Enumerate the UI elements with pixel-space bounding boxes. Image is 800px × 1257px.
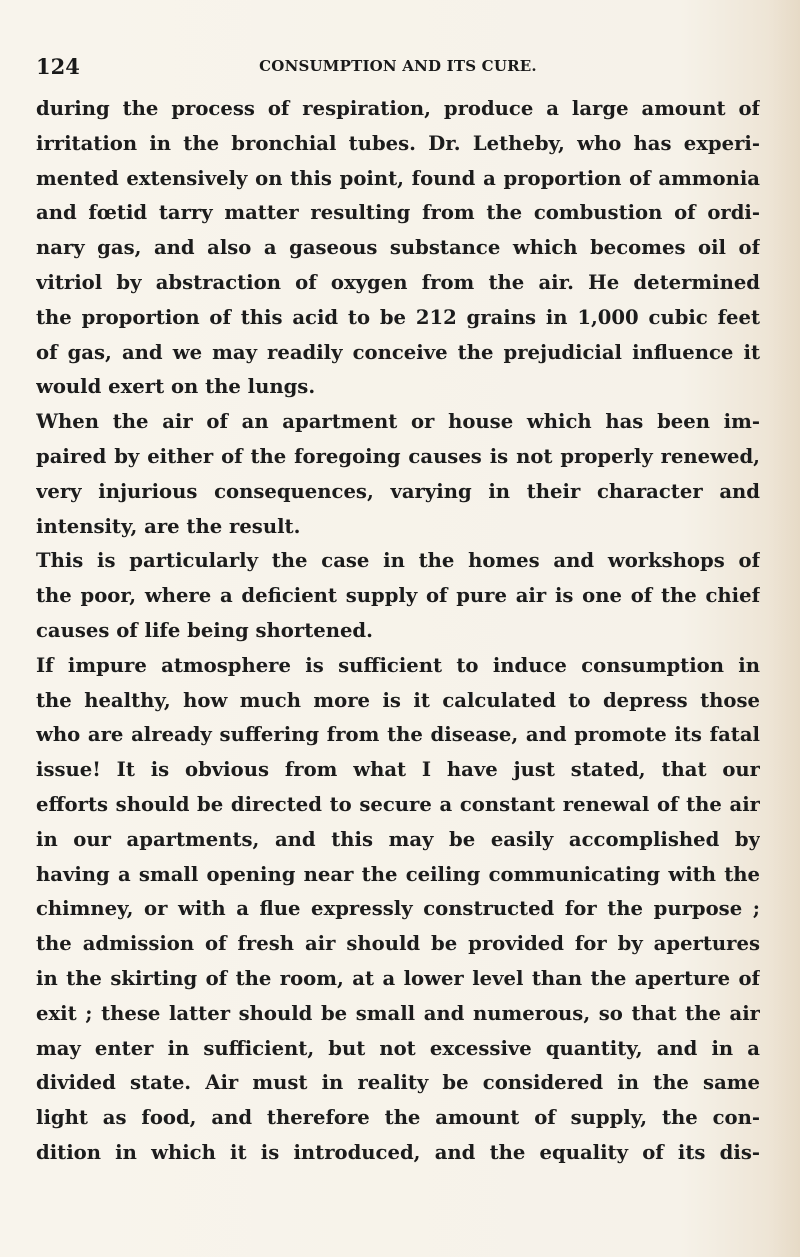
text-line: may enter in sufficient, but not excessive quantity, and in a (36, 1036, 760, 1060)
text-line: chimney, or with a flue expressly constructed for the purpose ; (36, 897, 760, 921)
text-line: intensity, are the result. (36, 514, 301, 538)
text-line: light as food, and therefore the amount of supply, the con- (36, 1106, 760, 1130)
text-line: dition in which it is introduced, and the equality of its dis- (36, 1140, 760, 1164)
text-line: exit ; these latter should be small and numerous, so that the air (36, 1001, 760, 1025)
text-line: When the air of an apartment or house which has been im- (36, 410, 760, 434)
text-line: during the process of respiration, produce a large amount of (36, 97, 760, 120)
text-line: in the skirting of the room, at a lower level than the aperture of (36, 966, 760, 990)
running-title: CONSUMPTION AND ITS CURE. (259, 57, 537, 75)
text-line: in our apartments, and this may be easily accomplished by (36, 827, 760, 851)
text-line: nary gas, and also a gaseous substance which becomes oil of (36, 236, 760, 260)
text-line: very injurious consequences, varying in their character and (36, 479, 760, 503)
text-line: divided state. Air must in reality be considered in the same (36, 1071, 760, 1095)
text-line: having a small opening near the ceiling communicating with the (36, 862, 760, 886)
text-line: would exert on the lungs. (36, 375, 316, 399)
body-text (36, 92, 760, 1171)
text-line: If impure atmosphere is sufficient to induce consumption in (36, 653, 760, 677)
text-line: the proportion of this acid to be 212 grains in 1,000 cubic feet (36, 305, 760, 329)
text-line: mented extensively on this point, found a proportion of ammonia (36, 166, 760, 190)
text-line: the poor, where a deficient supply of pure air is one of the chief (36, 584, 760, 608)
text-line: the admission of fresh air should be provided for by apertures (36, 932, 760, 956)
page-header (36, 54, 760, 78)
text-line: of gas, and we may readily conceive the prejudicial influence it (36, 340, 760, 364)
text-line: and fœtid tarry matter resulting from the combustion of ordi- (36, 201, 760, 225)
text-line: vitriol by abstraction of oxygen from the air. He determined (36, 270, 760, 294)
text-line: efforts should be directed to secure a constant renewal of the air (36, 792, 760, 816)
text-line: paired by either of the foregoing causes is not properly renewed, (36, 444, 760, 468)
page-number: 124 (36, 54, 80, 79)
text-line: irritation in the bronchial tubes. Dr. Letheby, who has experi- (36, 131, 760, 155)
text-line: who are already suffering from the disease, and promote its fatal (36, 723, 760, 747)
text-line: issue! It is obvious from what I have just stated, that our (36, 758, 760, 782)
text-line: causes of life being shortened. (36, 618, 373, 642)
text-line: This is particularly the case in the homes and workshops of (36, 549, 760, 573)
text-line: the healthy, how much more is it calculated to depress those (36, 688, 760, 712)
